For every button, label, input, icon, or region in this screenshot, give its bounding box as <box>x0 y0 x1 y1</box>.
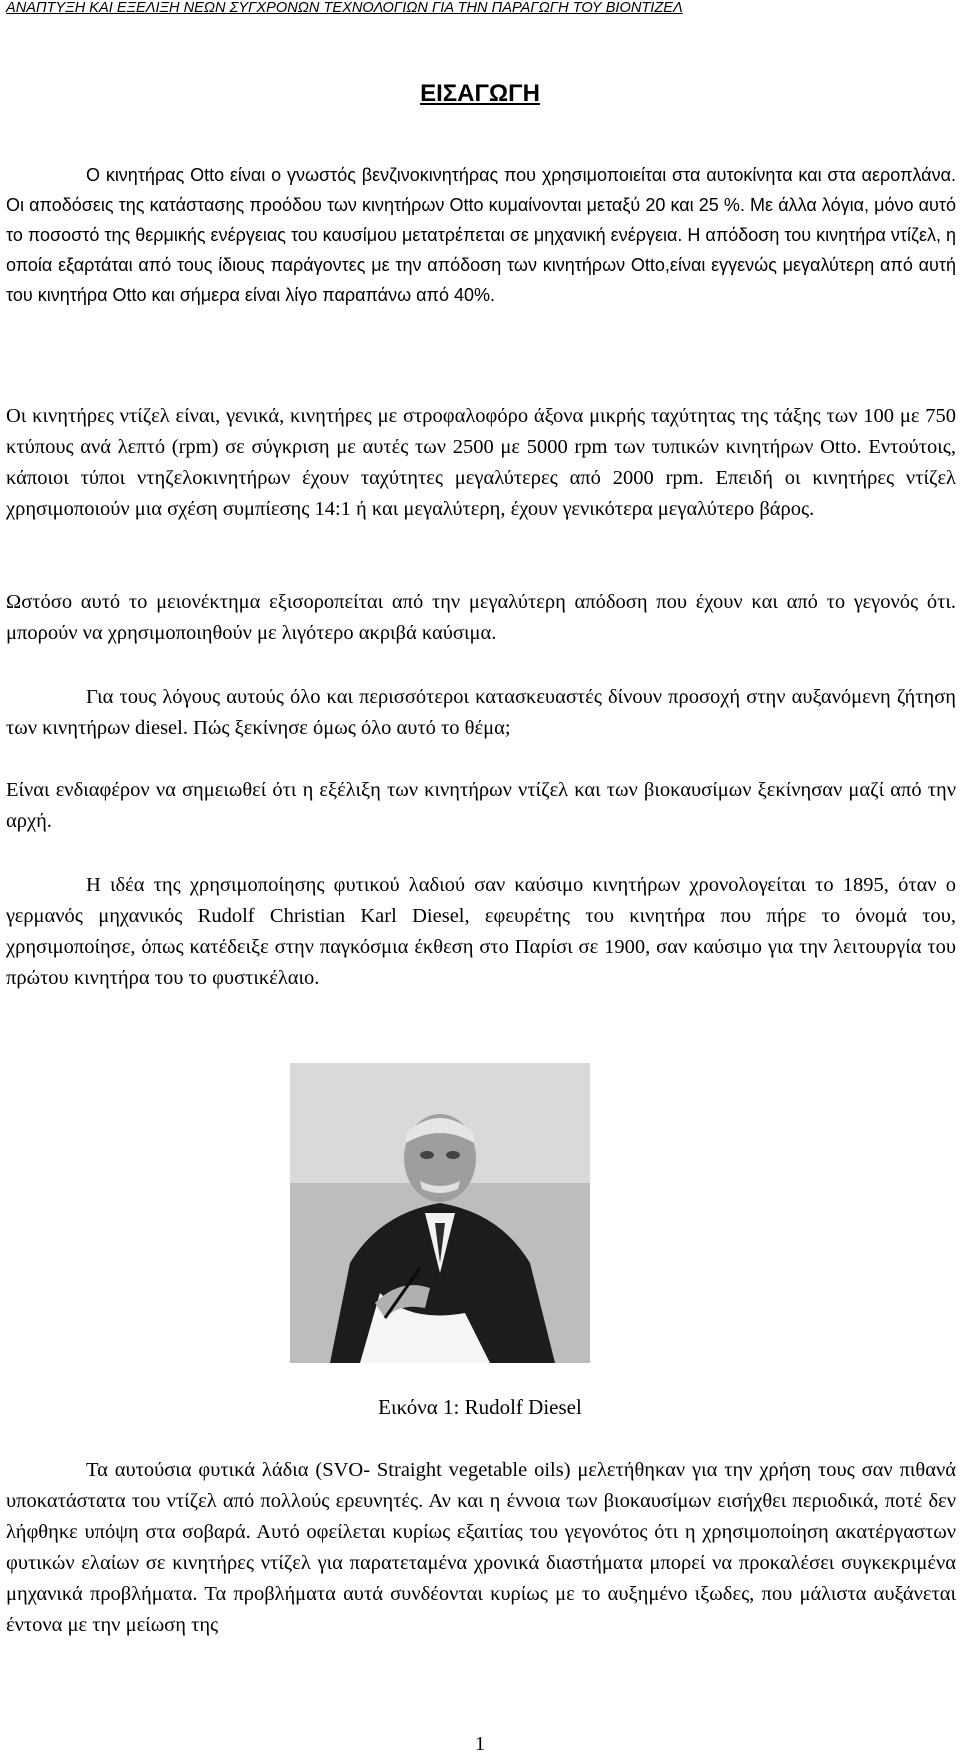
paragraph-manufacturers: Για τους λόγους αυτούς όλο και περισσότεροι κατασκευαστές δίνουν προσοχή στην αυξανόμενη ζήτηση των κινητήρων diesel. Πώς ξεκίνησε όμως όλο αυτό το θέμα; <box>6 686 956 739</box>
paragraph-advantage: Ωστόσο αυτό το μειονέκτημα εξισοροπείται από την μεγαλύτερη απόδοση που έχουν και από το γεγονός ότι. μπορούν να χρησιμοποιηθούν με λιγότερο ακριβά καύσιμα. <box>6 591 956 644</box>
paragraph-history: Η ιδέα της χρησιμοποίησης φυτικού λαδιού σαν καύσιμο κινητήρων χρονολογείται το 1895, όταν ο γερμανός μηχανικός Rudolf Christian Karl Diesel, εφευρέτης του κινητήρα που πήρε το όνομά του, χρησιμοποίησε, όπως κατέδειξε στην παγκόσμια έκθεση στο Παρίσι σε 1900, σαν καύσιμο για την λειτουργία του πρώτου κινητήρα του το φυστικέλαιο. <box>6 874 956 989</box>
paragraph-biofuels: Είναι ενδιαφέρον να σημειωθεί ότι η εξέλιξη των κινητήρων ντίζελ και των βιοκαυσίμων ξεκίνησαν μαζί από την αρχή. <box>6 779 956 832</box>
running-header: ΑΝΑΠΤΥΞΗ ΚΑΙ ΕΞΕΛΙΞΗ ΝΕΩΝ ΣΥΓΧΡΟΝΩΝ ΤΕΧΝΟΛΟΓΙΩΝ ΓΙΑ ΤΗΝ ΠΑΡΑΓΩΓΗ ΤΟΥ ΒΙΟΝΤΙΖΕΛ <box>6 0 683 16</box>
section-title: ΕΙΣΑΓΩΓΗ <box>420 80 540 107</box>
figure-caption: Εικόνα 1: Rudolf Diesel <box>378 1395 582 1419</box>
paragraph-svo: Τα αυτούσια φυτικά λάδια (SVO- Straight vegetable oils) μελετήθηκαν για την χρήση τους σαν πιθανά υποκατάστατα του ντίζελ από πολλούς ερευνητές. Αν και η έννοια των βιοκαυσίμων εισήχθει περιοδικά, ποτέ δεν λήφθηκε υπόψη στα σοβαρά. Αυτό οφείλεται κυρίως εξαιτίας του γεγονότος ότι η χρησιμοποίηση ακατέργαστων φυτικών ελαίων σε κινητήρες ντίζελ για παρατεταμένα χρονικά διαστήματα μπορεί να προκαλέσει συγκεκριμένα μηχανικά προβλήματα. Τα προβλήματα αυτά συνδέονται κυρίως με το αυξημένο ιξωδες, που μάλιστα αυξάνεται έντονα με την μείωση της <box>6 1459 956 1636</box>
paragraph-otto-efficiency: Ο κινητήρας Otto είναι ο γνωστός βενζινοκινητήρας που χρησιμοποιείται στα αυτοκίνητα και στα αεροπλάνα. Οι αποδόσεις της κατάστασης προόδου των κινητήρων Otto κυμαίνονται μεταξύ 20 και 25 %. Με άλλα λόγια, μόνο αυτό το ποσοστό της θερμικής ενέργειας του καυσίμου μετατρέπεται σε μηχανική ενέργεια. Η απόδοση του κινητήρα ντίζελ, η οποία εξαρτάται από τους ίδιους παράγοντες με την απόδοση των κινητήρων Otto,είναι εγγενώς μεγαλύτερη από αυτή του κινητήρα Otto και σήμερα είναι λίγο παραπάνω από 40%. <box>6 165 956 305</box>
page-number: 1 <box>475 1733 485 1755</box>
paragraph-diesel-speed: Οι κινητήρες ντίζελ είναι, γενικά, κινητήρες με στροφαλοφόρο άξονα μικρής ταχύτητας της τάξης των 100 με 750 κτύπους ανά λεπτό (rpm) σε σύγκριση με αυτές των 2500 με 5000 rpm των τυπικών κινητήρων Otto. Εντούτοις, κάποιοι τύποι ντηζελοκινητήρων έχουν ταχύτητες μεγαλύτερες από 2000 rpm. Επειδή οι κινητήρες ντίζελ χρησιμοποιούν μια σχέση συμπίεσης 14:1 ή και μεγαλύτερη, έχουν γενικότερα μεγαλύτερο βάρος. <box>6 405 956 520</box>
rudolf-diesel-photo <box>290 1063 590 1363</box>
